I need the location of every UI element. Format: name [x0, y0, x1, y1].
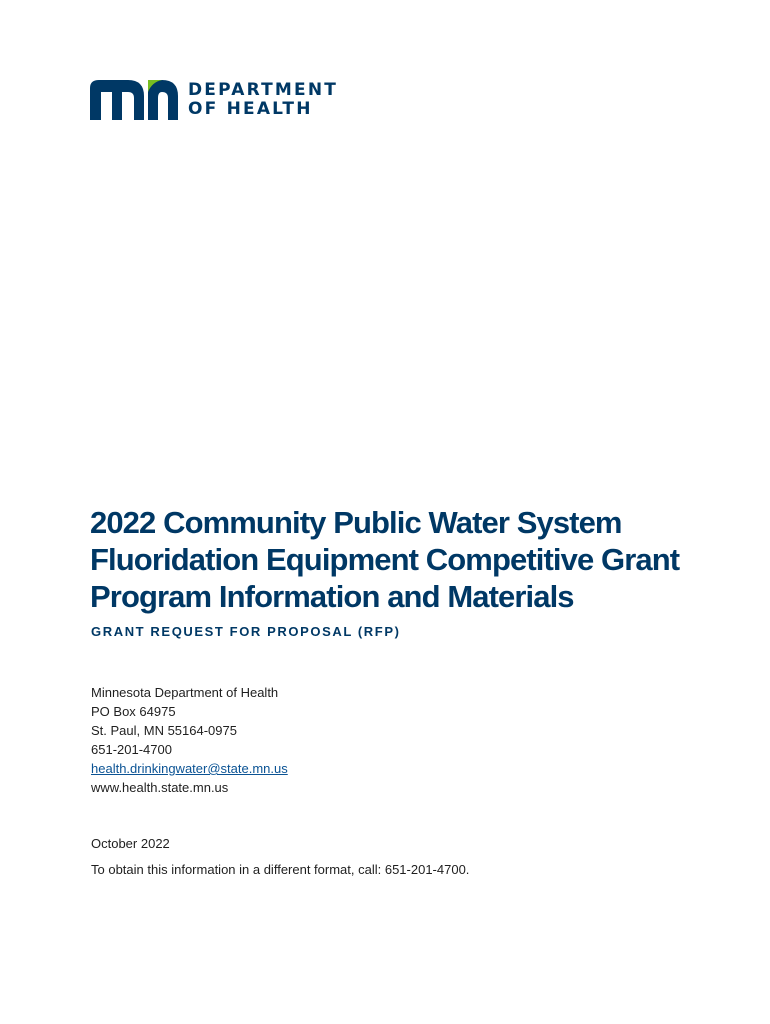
title-line-1: 2022 Community Public Water System — [90, 505, 622, 540]
contact-org: Minnesota Department of Health — [91, 685, 279, 700]
contact-phone: 651-201-4700 — [91, 742, 172, 757]
logo-line-2: OF HEALTH — [188, 99, 313, 119]
logo-wordmark — [188, 81, 338, 119]
contact-website: www.health.state.mn.us — [91, 780, 229, 795]
contact-city: St. Paul, MN 55164-0975 — [91, 723, 237, 738]
document-date: October 2022 — [91, 836, 170, 851]
contact-email-link[interactable]: health.drinkingwater@state.mn.us — [91, 761, 288, 776]
contact-po-box: PO Box 64975 — [91, 704, 176, 719]
logo-line-1: DEPARTMENT — [188, 80, 339, 100]
document-title — [90, 504, 730, 615]
title-line-3: Program Information and Materials — [90, 579, 574, 614]
mdh-logo — [90, 80, 338, 124]
contact-block — [91, 683, 288, 797]
mn-logo-mark-icon — [90, 80, 180, 120]
alternate-format-note: To obtain this information in a different format, call: 651-201-4700. — [91, 862, 470, 877]
document-subtitle: GRANT REQUEST FOR PROPOSAL (RFP) — [91, 624, 401, 639]
title-line-2: Fluoridation Equipment Competitive Grant — [90, 542, 680, 577]
